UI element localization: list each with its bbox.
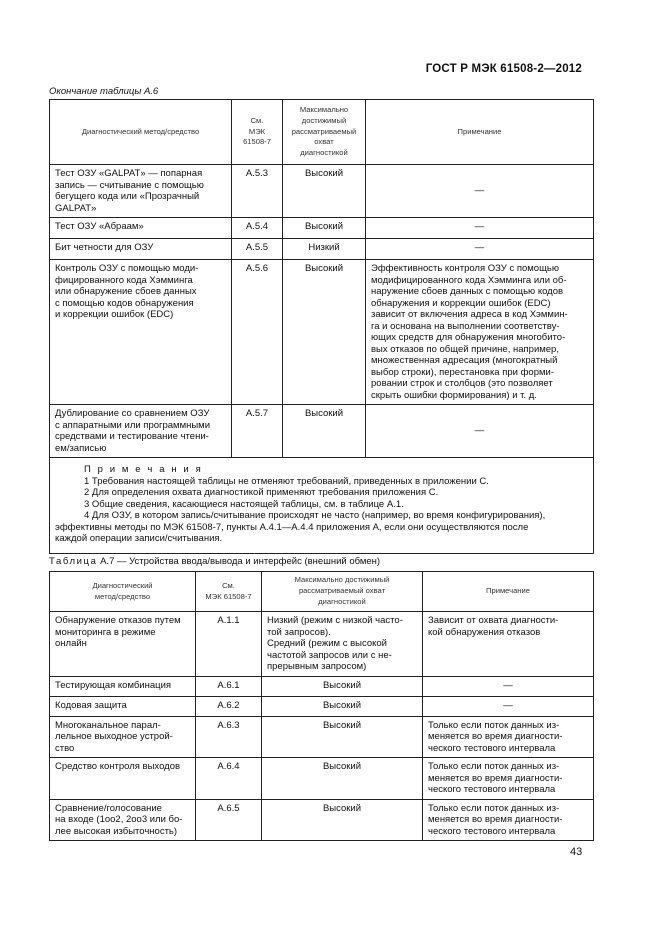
cell-method: Сравнение/голосование на входе (1oo2, 2oo3 или бо- лее высокая избыточность) <box>50 799 196 841</box>
cell-coverage: Низкий (режим с низкой часто- той запросов). Средний (режим с высокой частотой запросов или с не- прерывным запросом) <box>262 612 423 677</box>
notes-title: П р и м е ч а н и я <box>84 464 203 475</box>
cell-reference: А.6.2 <box>196 696 262 716</box>
cell-note: Зависит от охвата диагности- кой обнаружения отказов <box>423 612 594 677</box>
cell-reference: А.6.4 <box>196 758 262 800</box>
document-header: ГОСТ Р МЭК 61508-2—2012 <box>425 63 582 75</box>
cell-method: Контроль ОЗУ с помощью моди- фицированного кода Хэмминга или обнаружение сбоев данных с помощью кодов обнаружения и коррекции ошибок (EDC) <box>50 260 232 405</box>
table-a7 <box>49 571 594 841</box>
cell-reference: А.6.1 <box>196 676 262 696</box>
header-coverage: Максимально достижимый рассматриваемый охват диагностикой <box>262 572 423 612</box>
table-row <box>50 676 594 696</box>
cell-coverage: Высокий <box>283 405 366 458</box>
cell-method: Тестирующая комбинация <box>50 676 196 696</box>
cell-note: Эффективность контроля ОЗУ с помощью модифицированного кода Хэмминга или об- наружение сбоев данных с помощью кодов обнаружения и коррекции ошибок (EDC) зависит от включения адреса в код Хэммин- га и основана на выполнении соответству- ющих средств для обнаружения многобито- вых отказов по общей причине, например, множественная адресация (многократный выбор строки), перестановка при форми- ровании строк и столбцов (это позволяет скрыть ошибки формирования) и т. д. <box>366 260 594 405</box>
cell-reference: А.5.6 <box>232 260 283 405</box>
table-a7-caption-label: Таблица <box>49 556 98 567</box>
table-header-row <box>50 100 594 165</box>
header-method: Диагностический метод/средство <box>50 100 232 165</box>
cell-note: — <box>423 696 594 716</box>
cell-coverage: Низкий <box>283 239 366 260</box>
cell-coverage: Высокий <box>262 799 423 841</box>
cell-method: Кодовая защита <box>50 696 196 716</box>
cell-reference: А.6.3 <box>196 716 262 758</box>
table-row <box>50 239 594 260</box>
table-a6-caption: Окончание таблицы А.6 <box>49 86 159 97</box>
note-item: 4 Для ОЗУ, в котором запись/считывание происходят не часто (например, во время конфигурирования), <box>84 510 546 521</box>
table-row <box>50 218 594 239</box>
cell-coverage: Высокий <box>283 260 366 405</box>
notes-row <box>50 458 594 554</box>
cell-method: Дублирование со сравнением ОЗУ с аппаратными или программными средствами и тестирование чтени- ем/записью <box>50 405 232 458</box>
cell-note: — <box>366 405 594 458</box>
table-a7-caption <box>49 556 380 567</box>
cell-coverage: Высокий <box>283 165 366 218</box>
cell-coverage: Высокий <box>262 696 423 716</box>
cell-reference: А.5.4 <box>232 218 283 239</box>
cell-coverage: Высокий <box>262 676 423 696</box>
note-continuation: эффективны методы по МЭК 61508-7, пункты А.4.1—А.4.4 приложения А, если они осуществляются после каждой операции записи/считывания. <box>55 521 529 544</box>
table-row <box>50 165 594 218</box>
table-a7-caption-text: А.7 — Устройства ввода/вывода и интерфейс (внешний обмен) <box>100 556 381 567</box>
header-note: Примечание <box>423 572 594 612</box>
cell-reference: А.1.1 <box>196 612 262 677</box>
cell-reference: А.5.7 <box>232 405 283 458</box>
table-row <box>50 260 594 405</box>
cell-method: Обнаружение отказов путем мониторинга в режиме онлайн <box>50 612 196 677</box>
cell-note: — <box>366 218 594 239</box>
note-item: 1 Требования настоящей таблицы не отменяют требований, приведенных в приложении С. <box>84 475 489 487</box>
cell-note: Только если поток данных из- меняется во время диагности- ческого тестового интервала <box>423 758 594 800</box>
cell-reference: А.5.5 <box>232 239 283 260</box>
note-item: 3 Общие сведения, касающиеся настоящей таблицы, см. в таблице А.1. <box>84 498 404 510</box>
cell-method: Бит четности для ОЗУ <box>50 239 232 260</box>
cell-reference: А.6.5 <box>196 799 262 841</box>
cell-coverage: Высокий <box>262 716 423 758</box>
note-item: 2 Для определения охвата диагностикой применяют требования приложения С. <box>84 487 439 498</box>
notes-block <box>50 458 594 554</box>
cell-coverage: Высокий <box>262 758 423 800</box>
page-number: 43 <box>570 846 583 858</box>
cell-reference: А.5.3 <box>232 165 283 218</box>
table-row <box>50 758 594 800</box>
header-method: Диагностический метод/средство <box>50 572 196 612</box>
table-a6 <box>49 99 594 554</box>
table-header-row <box>50 572 594 612</box>
cell-method: Средство контроля выходов <box>50 758 196 800</box>
header-coverage: Максимально достижимый рассматриваемый охват диагностикой <box>283 100 366 165</box>
cell-note: Только если поток данных из- меняется во время диагности- ческого тестового интервала <box>423 799 594 841</box>
cell-method: Многоканальное парал- лельное выходное устрой- ство <box>50 716 196 758</box>
header-reference: См. МЭК 61508-7 <box>196 572 262 612</box>
table-row <box>50 405 594 458</box>
cell-method: Тест ОЗУ «GALPAT» — попарная запись — считывание с помощью бегущего кода или «Прозрачный GALPAT» <box>50 165 232 218</box>
cell-note: — <box>366 239 594 260</box>
table-row <box>50 716 594 758</box>
table-row <box>50 696 594 716</box>
header-note: Примечание <box>366 100 594 165</box>
cell-coverage: Высокий <box>283 218 366 239</box>
cell-note: — <box>423 676 594 696</box>
cell-method: Тест ОЗУ «Абраам» <box>50 218 232 239</box>
table-row <box>50 799 594 841</box>
cell-note: Только если поток данных из- меняется во время диагности- ческого тестового интервала <box>423 716 594 758</box>
header-reference: См. МЭК 61508-7 <box>232 100 283 165</box>
cell-note: — <box>366 165 594 218</box>
table-row <box>50 612 594 677</box>
